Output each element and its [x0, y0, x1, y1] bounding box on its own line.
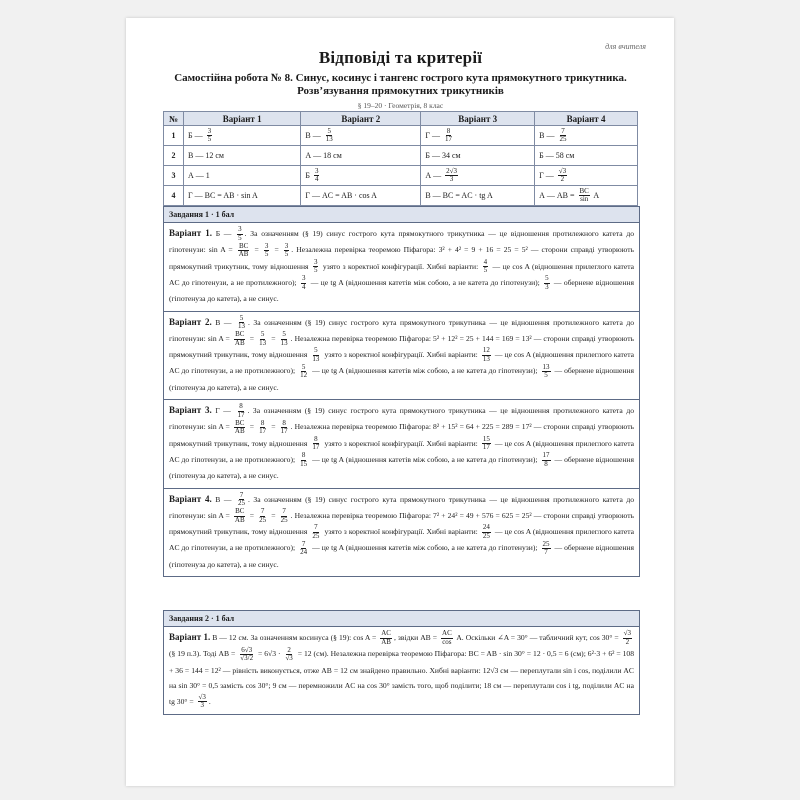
header-cell: Варіант 3 — [421, 112, 535, 126]
fraction-numerator: 8 — [282, 418, 286, 427]
row-number: 2 — [164, 146, 184, 166]
fraction-numerator: 5 — [282, 330, 286, 338]
variant-label: Варіант 1. — [169, 632, 211, 642]
fraction — [234, 420, 246, 436]
fraction — [441, 630, 453, 646]
fraction — [445, 168, 458, 184]
answer-cell — [535, 126, 638, 146]
fraction-denominator: 5 — [313, 266, 318, 275]
variant-label: Варіант 4. — [169, 493, 212, 504]
explanation-text: — це tg A (відношення катетів між собою, а не катета до гіпотенузи); — [310, 454, 540, 464]
fraction-numerator: √3 — [198, 692, 206, 701]
explanation-text: A. Оскільки ∠A = 30° — табличний кут, cos 30° = — [454, 633, 621, 642]
fraction-denominator: 13 — [312, 354, 320, 363]
variant-label: Варіант 3. — [169, 405, 212, 415]
fraction — [542, 541, 551, 557]
answer-cell — [535, 186, 638, 206]
task-2-body — [164, 627, 639, 714]
answer-cell — [421, 146, 535, 166]
task-1-header: Завдання 1 · 1 бал — [164, 207, 639, 223]
task-1-body — [164, 223, 639, 576]
fraction-numerator: 3 — [314, 166, 319, 175]
fraction-denominator: 5 — [284, 250, 289, 258]
answer-suffix: A — [591, 190, 600, 200]
explanation-text: = — [251, 245, 262, 255]
fraction-numerator: 8 — [314, 434, 318, 443]
answer-text: Г — BC = AB · sin A — [188, 191, 258, 200]
fraction — [542, 364, 551, 380]
fraction — [299, 364, 308, 380]
fraction — [542, 452, 551, 468]
header-cell: Варіант 2 — [301, 112, 421, 126]
fraction-numerator: 17 — [542, 451, 550, 459]
fraction — [280, 331, 289, 347]
page-meta: § 19–20 · Геометрія, 8 клас — [357, 101, 444, 110]
answer-text: Г — — [425, 130, 442, 140]
fraction-numerator: 7 — [314, 523, 318, 532]
explanation-text: узято з коректної конфігурації. Хибні варіанти: — [320, 261, 481, 271]
explanation-text: — обернене відношення (гіпотенуза до катета), а не синус. — [169, 277, 634, 303]
fraction — [311, 524, 320, 540]
fraction-denominator: √3/2 — [240, 654, 254, 662]
explanation-text: Б — — [211, 229, 236, 238]
answer-text: Г — — [539, 170, 556, 180]
fraction-denominator: 24 — [300, 548, 308, 556]
answer-cell — [421, 186, 535, 206]
fraction-numerator: 4 — [483, 257, 488, 266]
worksheet-page — [126, 18, 674, 786]
fraction — [482, 436, 491, 452]
explanation-text: — обернене відношення (гіпотенуза до катета), а не синус. — [169, 366, 634, 392]
answer-cell — [301, 126, 421, 146]
fraction-denominator: cos — [442, 637, 452, 646]
fraction-numerator: 3 — [301, 274, 306, 282]
fraction — [623, 630, 632, 646]
fraction-denominator: √3 — [285, 654, 293, 662]
subtitle-line-1: Самостійна робота № 8. Синус, косинус і тангенс гострого кута прямокутного трикутника. — [174, 72, 627, 84]
fraction — [238, 243, 250, 259]
fraction-numerator: 8 — [239, 402, 243, 411]
answers-header-row — [164, 112, 638, 126]
fraction-numerator: 24 — [482, 523, 490, 532]
fraction — [482, 524, 491, 540]
fraction-denominator: 25 — [482, 531, 490, 540]
fraction-numerator: 5 — [260, 330, 265, 338]
fraction-denominator: 25 — [312, 531, 320, 540]
explanation-text: В — — [211, 494, 235, 504]
explanation-text: . За означенням (§ 19) синус гострого кута прямокутного трикутника — це відношення протилежного катета до гіпотенузи: sin A = — [169, 494, 635, 520]
fraction — [313, 259, 319, 275]
fraction — [280, 508, 289, 524]
row-number: 3 — [164, 166, 184, 186]
fraction-denominator: 3 — [200, 701, 204, 710]
fraction-denominator: 2 — [560, 175, 565, 183]
fraction-numerator: 12 — [482, 346, 490, 355]
explanation-text: — це tg A (відношення катетів між собою, а не катета до гіпотенузи); — [310, 543, 540, 553]
fraction-numerator: 5 — [239, 313, 244, 322]
fraction-numerator: AC — [381, 629, 391, 638]
fraction — [299, 541, 308, 557]
fraction — [280, 420, 289, 436]
fraction-denominator: 5 — [544, 371, 548, 379]
fraction-denominator: 13 — [482, 354, 490, 363]
fraction — [198, 694, 207, 710]
fraction — [284, 647, 293, 663]
fraction-numerator: 6√3 — [241, 645, 253, 654]
fraction-numerator: 7 — [561, 126, 565, 135]
fraction-numerator: 5 — [314, 346, 318, 355]
explanation-text: . Незалежна перевірка теоремою Піфагора: 8² + 15² = 64 + 225 = 289 = 17² — сторони справді утворюють прямокутний трикутник, тому відношення — [169, 422, 634, 448]
explanation-text: — це tg A (відношення катетів між собою, а не катета до гіпотенузи); — [310, 366, 540, 376]
fraction-numerator: 3 — [207, 126, 212, 135]
header-cell: Варіант 1 — [184, 112, 301, 126]
fraction-numerator: 7 — [239, 490, 244, 499]
explanation-text: В — — [211, 317, 235, 327]
explanation-text: = — [271, 245, 282, 255]
variant-explanation — [164, 489, 639, 577]
fraction-numerator: 25 — [542, 539, 550, 548]
fraction-numerator: AC — [442, 629, 452, 638]
fraction-numerator: BC — [235, 330, 245, 338]
fraction — [264, 243, 270, 259]
fraction-numerator: 8 — [301, 451, 306, 459]
answer-cell — [301, 146, 421, 166]
answer-cell — [184, 166, 301, 186]
fraction-denominator: 5 — [264, 250, 269, 258]
explanation-text: — це cos A (відношення прилеглого катета AC до гіпотенузи, а не протилежного); — [169, 261, 635, 287]
fraction-numerator: 7 — [301, 539, 306, 548]
fraction — [258, 331, 267, 347]
explanation-text: В — 12 см. За означенням косинуса (§ 19): cos A = — [210, 633, 379, 642]
fraction — [544, 275, 550, 291]
fraction-numerator: 13 — [542, 362, 550, 371]
fraction-denominator: AB — [234, 338, 245, 347]
explanation-text: узято з коректної конфігурації. Хибні варіанти: — [322, 350, 480, 359]
fraction-numerator: BC — [235, 507, 245, 515]
fraction-numerator: √3 — [558, 166, 567, 175]
fraction-denominator: 5 — [207, 135, 212, 143]
fraction-numerator: √3 — [623, 629, 631, 638]
fraction — [299, 452, 308, 468]
answer-cell — [184, 186, 301, 206]
answer-cell — [535, 146, 638, 166]
fraction-denominator: 4 — [314, 175, 319, 183]
fraction-numerator: 5 — [327, 126, 331, 135]
fraction — [237, 315, 246, 331]
fraction — [380, 630, 392, 646]
subtitle-line-2: Розв’язування прямокутних трикутників — [297, 85, 504, 97]
fraction-numerator: 2 — [287, 645, 291, 654]
page-subtitle — [163, 72, 638, 98]
task-2-header: Завдання 2 · 1 бал — [164, 611, 639, 627]
answer-cell — [421, 166, 535, 186]
fraction — [558, 168, 567, 184]
answer-cell — [421, 126, 535, 146]
fraction-denominator: 5 — [483, 266, 488, 275]
fraction-denominator: AB — [234, 427, 245, 435]
fraction-numerator: 3 — [284, 241, 289, 250]
answer-text: А — 1 — [188, 171, 210, 180]
fraction-denominator: 12 — [300, 371, 308, 379]
variant-explanation — [164, 627, 639, 714]
answer-text: В — BC = AC · tg A — [425, 191, 493, 200]
fraction-denominator: 3 — [449, 175, 454, 183]
fraction-numerator: 5 — [301, 362, 306, 371]
explanation-text: . За означенням (§ 19) синус гострого кута прямокутного трикутника — це відношення протилежного катета до гіпотенузи: sin A = — [169, 229, 634, 255]
explanation-text: = — [269, 333, 278, 343]
task-2-section — [163, 610, 640, 715]
explanation-text: . За означенням (§ 19) синус гострого кута прямокутного трикутника — це відношення протилежного катета до гіпотенузи: sin A = — [169, 317, 635, 343]
answer-cell — [184, 126, 301, 146]
answer-text: А — AB = — [539, 190, 577, 200]
answer-text: В — — [539, 130, 557, 140]
table-row — [164, 126, 638, 146]
answer-cell — [301, 166, 421, 186]
fraction-denominator: 13 — [325, 135, 333, 143]
fraction — [444, 128, 453, 144]
fraction — [236, 403, 245, 419]
fraction — [258, 508, 267, 524]
fraction-denominator: 4 — [301, 282, 306, 291]
explanation-text: . Незалежна перевірка теоремою Піфагора: 5² + 12² = 25 + 144 = 169 = 13² — сторони справді утворюють прямокутний трикутник, тому відношення — [169, 333, 634, 359]
fraction — [558, 128, 567, 144]
fraction-numerator: 5 — [545, 274, 549, 282]
answer-text: Б — 34 см — [425, 151, 461, 160]
fraction-denominator: 17 — [280, 427, 288, 435]
fraction-denominator: 25 — [280, 515, 288, 524]
fraction-numerator: 7 — [260, 507, 265, 515]
answer-cell — [184, 146, 301, 166]
answer-text: Б — — [188, 130, 205, 140]
fraction-denominator: 8 — [544, 459, 548, 468]
fraction-numerator: 3 — [313, 257, 318, 266]
variant-label: Варіант 1. — [169, 228, 212, 238]
explanation-text: = — [247, 333, 257, 343]
fraction-denominator: 17 — [482, 443, 490, 452]
variant-explanation — [164, 400, 639, 489]
page-title: Відповіді та критерії — [318, 48, 483, 67]
fraction-denominator: 25 — [237, 499, 245, 508]
table-row — [164, 166, 638, 186]
header-cell: № — [164, 112, 184, 126]
fraction — [237, 492, 246, 508]
fraction — [579, 188, 590, 204]
fraction-denominator: 17 — [312, 443, 320, 452]
variant-explanation — [164, 312, 639, 401]
explanation-text: . Незалежна перевірка теоремою Піфагора: 3² + 4² = 9 + 16 = 25 = 5² — сторони справді утворюють прямокутний трикутник, тому відношення — [169, 245, 634, 271]
answer-text: А — 18 см — [305, 151, 342, 160]
fraction — [258, 420, 267, 436]
fraction — [284, 243, 290, 259]
explanation-text: — це cos A (відношення прилеглого катета AC до гіпотенузи, а не протилежного); — [169, 438, 635, 464]
explanation-text: = — [247, 422, 257, 432]
fraction-denominator: 17 — [444, 135, 452, 143]
answer-text: Б — [305, 170, 312, 180]
explanation-text: . За означенням (§ 19) синус гострого кута прямокутного трикутника — це відношення протилежного катета до гіпотенузи: sin A = — [169, 406, 635, 432]
fraction — [234, 508, 246, 524]
answer-text: В — — [305, 130, 323, 140]
explanation-text: — обернене відношення (гіпотенуза до катета), а не синус. — [169, 454, 634, 480]
explanation-text: , звідки AB = — [393, 633, 440, 642]
fraction-denominator: 5 — [238, 233, 242, 242]
variant-explanation — [164, 223, 639, 312]
header-cell: Варіант 4 — [535, 112, 638, 126]
fraction-denominator: 25 — [259, 515, 267, 524]
fraction-denominator: 17 — [237, 410, 245, 419]
fraction-denominator: 13 — [259, 338, 267, 347]
fraction — [311, 347, 320, 363]
fraction-numerator: 8 — [260, 418, 265, 427]
fraction-denominator: 25 — [559, 135, 567, 143]
fraction-denominator: 13 — [237, 322, 245, 331]
fraction-denominator: 13 — [280, 338, 288, 347]
fraction-numerator: 2√3 — [446, 166, 457, 175]
fraction-denominator: 15 — [300, 459, 308, 468]
fraction-numerator: BC — [579, 186, 589, 195]
fraction-numerator: 8 — [446, 126, 451, 135]
row-number: 4 — [164, 186, 184, 206]
fraction-denominator: AB — [234, 515, 245, 524]
fraction-numerator: BC — [235, 418, 245, 427]
fraction — [301, 275, 307, 291]
row-number: 1 — [164, 126, 184, 146]
explanation-text: — це cos A (відношення прилеглого катета AC до гіпотенузи, а не протилежного); — [169, 350, 635, 376]
variant-label: Варіант 2. — [169, 316, 212, 327]
answer-cell — [301, 186, 421, 206]
explanation-text: узято з коректної конфігурації. Хибні варіанти: — [322, 438, 480, 448]
explanation-text: — обернене відношення (гіпотенуза до катета), а не синус. — [169, 543, 634, 569]
fraction-denominator: 3 — [545, 282, 549, 291]
fraction — [234, 331, 246, 347]
fraction-numerator: 7 — [282, 507, 286, 515]
answer-text: В — 12 см — [188, 151, 224, 160]
answer-cell — [535, 166, 638, 186]
fraction — [311, 436, 320, 452]
fraction — [325, 128, 334, 144]
fraction-numerator: BC — [238, 241, 249, 250]
fraction-numerator: 3 — [264, 241, 269, 250]
answer-text: Б — 58 см — [539, 151, 575, 160]
explanation-text: = — [247, 510, 257, 520]
answers-body — [164, 126, 638, 206]
explanation-text: = — [269, 510, 278, 520]
explanation-text: — це cos A (відношення прилеглого катета AC до гіпотенузи, а не протилежного); — [169, 527, 635, 553]
fraction — [314, 168, 320, 184]
task-1-section — [163, 206, 640, 577]
fraction-denominator: AB — [238, 250, 249, 258]
fraction — [483, 259, 489, 275]
explanation-text: = — [269, 422, 278, 432]
explanation-text: (§ 19 п.3). Тоді AB = — [169, 649, 238, 659]
fraction-denominator: 7 — [544, 548, 548, 556]
fraction-numerator: 3 — [238, 225, 242, 234]
fraction-denominator: AB — [381, 637, 391, 646]
explanation-text: — це tg A (відношення катетів між собою, а не катета до гіпотенузи); — [308, 277, 543, 287]
table-row — [164, 186, 638, 206]
table-row — [164, 146, 638, 166]
fraction — [482, 347, 491, 363]
explanation-text: = 6√3 · — [256, 649, 283, 659]
fraction — [237, 226, 243, 242]
explanation-text: Г — — [211, 406, 235, 415]
fraction-denominator: sin — [580, 195, 589, 203]
fraction-numerator: 15 — [482, 434, 490, 443]
explanation-text: узято з коректної конфігурації. Хибні варіанти: — [322, 527, 480, 536]
fraction — [239, 647, 254, 663]
fraction-denominator: 17 — [259, 427, 267, 435]
audience-tag: для вчителя — [605, 42, 646, 51]
explanation-text: . — [208, 696, 211, 706]
fraction-denominator: 2 — [625, 637, 630, 646]
fraction — [207, 128, 213, 144]
explanation-text: = 12 (см). Незалежна перевірка теоремою Піфагора: BC = AB · sin 30° = 12 · 0,5 = 6 (см); 6²·3 + 6² = 108 + 36 = 144 = 12² — рівність виконується, отже AB = 12 см знайдено правильно. Хибні варіанти: 12√3 см — переплутали sin і cos, поділили AC на sin 30° = 0,5 замість cos 30°; 9 см — перемножили AC на cos 30° замість того, щоб поділити; 18 см — переплутали cos і tg, поділили AC на tg 30° = — [169, 649, 635, 706]
answers-table — [163, 111, 638, 206]
answer-text: А — — [425, 170, 444, 180]
answer-text: Г — AC = AB · cos A — [305, 191, 377, 200]
explanation-text: . Незалежна перевірка теоремою Піфагора: 7² + 24² = 49 + 576 = 625 = 25² — сторони справді утворюють прямокутний трикутник, тому відношення — [169, 510, 634, 536]
